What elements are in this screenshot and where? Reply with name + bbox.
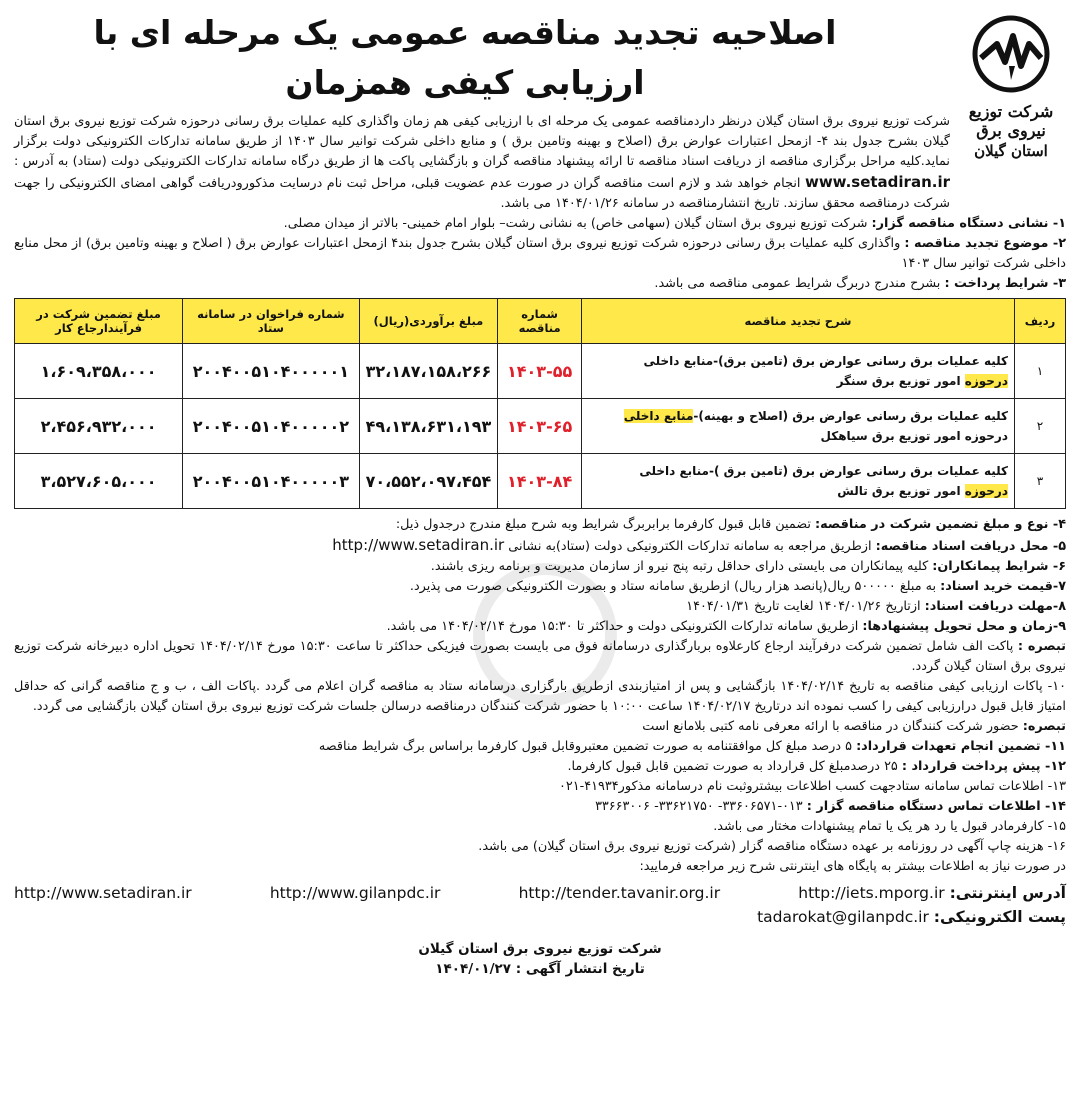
item-8-label: ۸-مهلت دریافت اسناد: <box>924 599 1066 614</box>
tender-table <box>14 298 1066 509</box>
web-links-row <box>14 881 1066 905</box>
row-desc-highlight: درحوزه <box>964 484 1008 498</box>
item-6-text: کلیه پیمانکاران می بایستی دارای حداقل رتبه پنج نیرو از سازمان مدیریت و برنامه ریزی باشند. <box>430 559 929 574</box>
footer <box>14 939 1066 979</box>
link-setadiran[interactable]: http://www.setadiran.ir <box>14 884 192 902</box>
row-desc <box>582 399 1015 454</box>
item-8 <box>14 597 1066 617</box>
table-row <box>15 399 1066 454</box>
header-number: شماره مناقصه <box>498 299 582 344</box>
more-info: در صورت نیاز به اطلاعات بیشتر به پایگاه های اینترنتی شرح زیر مراجعه فرمایید: <box>639 859 1066 874</box>
item-4 <box>14 515 1066 535</box>
intro-url[interactable]: www.setadiran.ir <box>804 173 950 191</box>
row-idx: ۱ <box>1015 344 1066 399</box>
section-1-text: شرکت توزیع نیروی برق استان گیلان (سهامی خاص) به نشانی رشت– بلوار امام خمینی- بالاتر از میدان مصلی. <box>283 216 868 231</box>
footer-date-label: تاریخ انتشار آگهی : <box>515 961 645 977</box>
notice-title: اصلاحیه تجدید مناقصه عمومی یک مرحله ای با ارزیابی کیفی همزمان <box>93 13 837 102</box>
item-4-text: تضمین قابل قبول کارفرما برابربرگ شرایط وبه شرح مبلغ مندرج درجدول ذیل: <box>395 517 811 532</box>
section-3 <box>14 274 1066 294</box>
web-label: آدرس اینترنتی: <box>949 884 1066 902</box>
section-3-label: ۳- شرایط پرداخت : <box>944 276 1066 291</box>
header-desc: شرح تجدید مناقصه <box>582 299 1015 344</box>
item-4-label: ۴- نوع و مبلغ تضمین شرکت در مناقصه: <box>815 517 1066 532</box>
item-9-label: ۹-زمان و محل تحویل پیشنهادها: <box>862 619 1066 634</box>
row-guarantee: ۲،۴۵۶،۹۳۲،۰۰۰ <box>15 399 183 454</box>
header-idx: ردیف <box>1015 299 1066 344</box>
section-2 <box>14 234 1066 274</box>
section-2-label: ۲- موضوع تجدید مناقصه : <box>904 236 1066 251</box>
web-links <box>798 881 1066 905</box>
item-12-label: ۱۲- پیش پرداخت قرارداد : <box>901 759 1066 774</box>
email-address[interactable]: tadarokat@gilanpdc.ir <box>757 908 929 926</box>
row-desc <box>582 454 1015 509</box>
power-company-logo-icon <box>971 14 1051 94</box>
item-10: ۱۰- پاکات ارزیابی کیفی مناقصه به تاریخ ۱۴۰۴/۰۲/۱۴ بازگشایی و پس از امتیازبندی ازطریق بارگزاری درسامانه ستاد به مناقصه گران اعلام می گردد .پاکات الف ، ب و ج مناقصه گرانی که حداقل امتیاز قابل قبول درارزیابی کیفی را کسب نموده اند درتاریخ ۱۴۰۴/۰۲/۱۷ ساعت ۱۰:۰۰ با حضور شرکت کنندگان درمناقصه درسالن جلسات شرکت توزیع نیروی برق استان گیلان بازگشایی می گردد. <box>14 679 1066 714</box>
link-tender[interactable]: http://tender.tavanir.org.ir <box>518 884 721 902</box>
header-call: شماره فراخوان در سامانه ستاد <box>183 299 359 344</box>
item-6 <box>14 557 1066 577</box>
section-1 <box>14 214 1066 234</box>
section-2-text: واگذاری کلیه عملیات برق رسانی درحوزه شرکت توزیع نیروی برق استان گیلان بشرح جدول بند۴ ازمحل اعتبارات عوارض برق ( اصلاح و بهینه وتامین برق) از محل منابع داخلی شرکت توانیر سال ۱۴۰۳ <box>14 236 1066 271</box>
row-desc-line2: امور توزیع برق سنگر <box>836 374 961 388</box>
row-desc-highlight: منابع داخلی <box>623 409 694 423</box>
item-5 <box>14 535 1066 557</box>
row-estimate: ۳۲،۱۸۷،۱۵۸،۲۶۶ <box>359 344 498 399</box>
email-label: پست الکترونیکی: <box>933 908 1066 926</box>
section-1-label: ۱- نشانی دستگاه مناقصه گزار: <box>871 216 1066 231</box>
link-iets[interactable]: http://iets.mporg.ir <box>798 884 945 902</box>
row-idx: ۲ <box>1015 399 1066 454</box>
item-5-text: ازطریق مراجعه به سامانه تدارکات الکترونیکی دولت (ستاد)به نشانی <box>508 539 872 554</box>
item-11-text: ۵ درصد مبلغ کل موافقتنامه به صورت تضمین معتبروقابل قبول کارفرما براساس برگ شرایط مناقصه <box>318 739 852 754</box>
item-15: ۱۵- کارفرمادر قبول یا رد هر یک یا تمام پیشنهادات مختار می باشد. <box>713 819 1066 834</box>
table-row <box>15 344 1066 399</box>
item-7-label: ۷-قیمت خرید اسناد: <box>940 579 1066 594</box>
item-7-text: به مبلغ ۵۰۰۰۰۰ ریال(پانصد هزار ریال) ازطریق سامانه ستاد و بصورت الکترونیکی صورت می پذیرد. <box>409 579 937 594</box>
row-guarantee: ۳،۵۲۷،۶۰۵،۰۰۰ <box>15 454 183 509</box>
item-9 <box>14 617 1066 637</box>
row-guarantee: ۱،۶۰۹،۳۵۸،۰۰۰ <box>15 344 183 399</box>
row-desc-highlight: درحوزه <box>964 374 1008 388</box>
header-estimate: مبلغ برآوردی(ریال) <box>359 299 498 344</box>
email-block <box>757 905 1066 929</box>
footer-company: شرکت توزیع نیروی برق استان گیلان <box>418 941 662 957</box>
item-14-label: ۱۴- اطلاعات تماس دستگاه مناقصه گزار : <box>806 799 1066 814</box>
links-section <box>14 881 1066 929</box>
intro-text-before-url: شرکت توزیع نیروی برق استان گیلان درنظر داردمناقصه عمومی یک مرحله ای با ارزیابی کیفی هم زمان واگذاری کلیه عملیات برق رسانی درحوزه شرکت توزیع نیروی برق استان گیلان بشرح جدول بند ۴- ازمحل اعتبارات عوارض برق (اصلاح و بهینه وتامین برق ) و منابع داخلی شرکت توانیر سال ۱۴۰۳ از طریق سامانه تدارکات الکترونیکی دولت برگزار نماید.کلیه مراحل برگزاری مناقصه از دریافت اسناد مناقصه تا ارائه پیشنهاد مناقصه گران و بازگشایی پاکت ها از طریق درگاه سامانه تدارکات الکترونیکی دولت (ستاد) به آدرس : <box>14 114 950 169</box>
note-1 <box>14 637 1066 677</box>
company-logo <box>956 8 1066 188</box>
row-idx: ۳ <box>1015 454 1066 509</box>
row-desc-text: کلیه عملیات برق رسانی عوارض برق (تامین برق)-منابع داخلی <box>643 354 1008 368</box>
section-3-text: بشرح مندرج دربرگ شرایط عمومی مناقصه می باشد. <box>654 276 941 291</box>
row-estimate: ۴۹،۱۳۸،۶۳۱،۱۹۳ <box>359 399 498 454</box>
row-desc-text: کلیه عملیات برق رسانی عوارض برق (اصلاح و بهینه)- <box>693 409 1008 423</box>
row-number: ۱۴۰۳-۶۵ <box>498 399 582 454</box>
item-12 <box>14 757 1066 777</box>
note-1-label: تبصره : <box>1017 639 1066 654</box>
item-14 <box>14 797 1066 817</box>
row-desc <box>582 344 1015 399</box>
intro-text-after-url: انجام خواهد شد و لازم است مناقصه گران در صورت عدم عضویت قبلی، مراحل ثبت نام درسایت مذکورودریافت گواهی امضای الکترونیکی را جهت شرکت درمناقصه محقق سازند. تاریخ انتشارمناقصه در سامانه ۱۴۰۴/۰۱/۲۶ می باشد. <box>14 176 950 211</box>
item-11 <box>14 737 1066 757</box>
row-call: ۲۰۰۴۰۰۵۱۰۴۰۰۰۰۰۱ <box>183 344 359 399</box>
note-2-label: تبصره: <box>1022 719 1066 734</box>
row-number: ۱۴۰۳-۵۵ <box>498 344 582 399</box>
item-7 <box>14 577 1066 597</box>
table-row <box>15 454 1066 509</box>
logo-name-line2: استان گیلان <box>974 142 1048 160</box>
row-desc-text: کلیه عملیات برق رسانی عوارض برق (تامین برق )-منابع داخلی <box>639 464 1008 478</box>
note-1-text: پاکت الف شامل تضمین شرکت درفرآیند ارجاع کارعلاوه بربارگذاری درسامانه فوق می بایست بصورت فیزیکی حداکثر تا ساعت ۱۵:۳۰ مورخ ۱۴۰۴/۰۲/۱۴ تحویل اداره دبیرخانه شرکت توزیع نیروی برق استان گیلان گردد. <box>14 639 1066 674</box>
item-16: ۱۶- هزینه چاپ آگهی در روزنامه بر عهده دستگاه مناقصه گزار (شرکت توزیع نیروی برق استان گیلان) می باشد. <box>478 839 1066 854</box>
item-14-text: ۰۱۳-۳۳۶۰۶۵۷۱- ۳۳۶۲۱۷۵۰- ۳۳۶۶۳۰۰۶ <box>595 799 803 814</box>
row-desc-line2: امور توزیع برق تالش <box>837 484 961 498</box>
row-desc-line2: درحوزه امور توزیع برق سیاهکل <box>820 429 1008 443</box>
email-row <box>14 905 1066 929</box>
row-call: ۲۰۰۴۰۰۵۱۰۴۰۰۰۰۰۳ <box>183 454 359 509</box>
item-5-url[interactable]: http://www.setadiran.ir <box>332 536 505 554</box>
table-header-row <box>15 299 1066 344</box>
item-8-text: ازتاریخ ۱۴۰۴/۰۱/۲۶ لغایت تاریخ ۱۴۰۴/۰۱/۳۱ <box>686 599 921 614</box>
item-12-text: ۲۵ درصدمبلغ کل قرارداد به صورت تضمین قابل قبول کارفرما. <box>567 759 898 774</box>
item-6-label: ۶- شرایط پیمانکاران: <box>932 559 1066 574</box>
footer-date-value: ۱۴۰۴/۰۱/۲۷ <box>435 961 512 977</box>
footer-date <box>14 959 1066 979</box>
item-11-label: ۱۱- تضمین انجام تعهدات قرارداد: <box>856 739 1066 754</box>
row-number: ۱۴۰۳-۸۴ <box>498 454 582 509</box>
header-guarantee: مبلغ تضمین شرکت در فرآیندارجاع کار <box>15 299 183 344</box>
note-2-text: حضور شرکت کنندگان در مناقصه با ارائه معرفی نامه کتبی بلامانع است <box>642 719 1019 734</box>
item-13: ۱۳- اطلاعات تماس سامانه ستادجهت کسب اطلاعات بیشتروثبت نام درسامانه مذکور۴۱۹۳۴-۰۲۱ <box>559 779 1066 794</box>
row-call: ۲۰۰۴۰۰۵۱۰۴۰۰۰۰۰۲ <box>183 399 359 454</box>
row-estimate: ۷۰،۵۵۲،۰۹۷،۴۵۴ <box>359 454 498 509</box>
item-5-label: ۵- محل دریافت اسناد مناقصه: <box>875 539 1066 554</box>
link-gilanpdc[interactable]: http://www.gilanpdc.ir <box>269 884 441 902</box>
note-2 <box>14 717 1066 737</box>
intro-paragraph <box>14 112 950 214</box>
logo-name-line1: شرکت توزیع نیروی برق <box>968 102 1054 140</box>
item-9-text: ازطریق سامانه تدارکات الکترونیکی دولت و حداکثر تا ۱۵:۳۰ مورخ ۱۴۰۴/۰۲/۱۴ می باشد. <box>386 619 859 634</box>
